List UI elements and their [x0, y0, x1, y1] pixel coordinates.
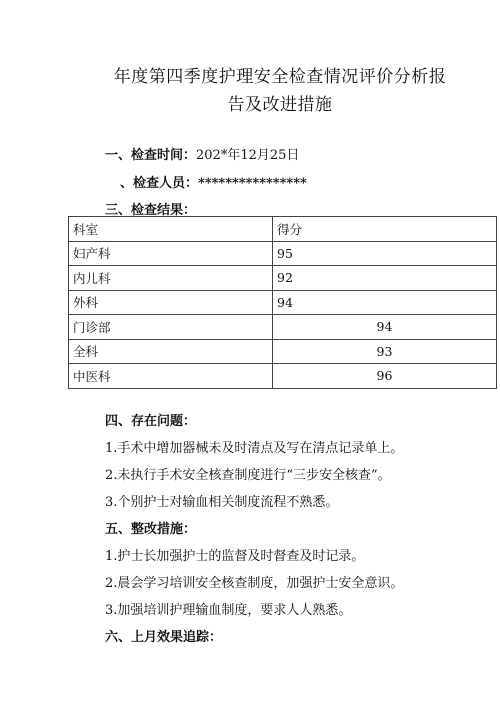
- measures-heading: 五、整改措施：: [105, 522, 197, 537]
- inspector-row: [120, 172, 307, 191]
- table-row: [69, 290, 497, 315]
- department-cell: 妇产科: [69, 241, 273, 266]
- problem-item: 2.未执行手术安全核查制度进行“三步安全核查”。: [105, 468, 391, 483]
- problems-heading: 四、存在问题：: [105, 414, 197, 429]
- measure-item: 1.护士长加强护士的监督及时督查及时记录。: [105, 549, 365, 564]
- inspector-value: ****************: [198, 176, 307, 191]
- department-cell: 全科: [69, 339, 273, 364]
- table-row: [69, 364, 497, 389]
- results-table: [68, 216, 497, 389]
- table-row: [69, 241, 497, 266]
- inspector-label: 、检查人员：: [120, 176, 199, 191]
- table-header-row: [69, 217, 497, 242]
- report-title-line1: 年度第四季度护理安全检查情况评价分析报: [113, 67, 447, 87]
- score-cell: 94: [273, 315, 497, 340]
- measure-item: 3.加强培训护理输血制度，要求人人熟悉。: [105, 603, 352, 618]
- table-row: [69, 315, 497, 340]
- department-cell: 门诊部: [69, 315, 273, 340]
- inspection-time-row: [105, 144, 299, 163]
- table-row: [69, 339, 497, 364]
- score-cell: 94: [273, 290, 497, 315]
- report-title-line2: 告及改进措施: [227, 95, 333, 115]
- results-heading: 三、检查结果：: [105, 203, 197, 218]
- problem-item: 1.手术中增加器械未及时清点及写在清点记录单上。: [105, 441, 404, 456]
- table-row: [69, 266, 497, 291]
- header-score: 得分: [273, 217, 497, 242]
- inspection-time-value: 202*年12月25日: [196, 148, 300, 163]
- score-cell: 92: [273, 266, 497, 291]
- followup-heading: 六、上月效果追踪：: [105, 630, 223, 645]
- department-cell: 内儿科: [69, 266, 273, 291]
- measure-item: 2.晨会学习培训安全核查制度，加强护士安全意识。: [105, 576, 404, 591]
- score-cell: 96: [273, 364, 497, 389]
- department-cell: 外科: [69, 290, 273, 315]
- header-department: 科室: [69, 217, 273, 242]
- score-cell: 95: [273, 241, 497, 266]
- problem-item: 3.个别护士对输血相关制度流程不熟悉。: [105, 495, 339, 510]
- score-cell: 93: [273, 339, 497, 364]
- inspection-time-label: 一、检查时间：: [105, 148, 197, 163]
- department-cell: 中医科: [69, 364, 273, 389]
